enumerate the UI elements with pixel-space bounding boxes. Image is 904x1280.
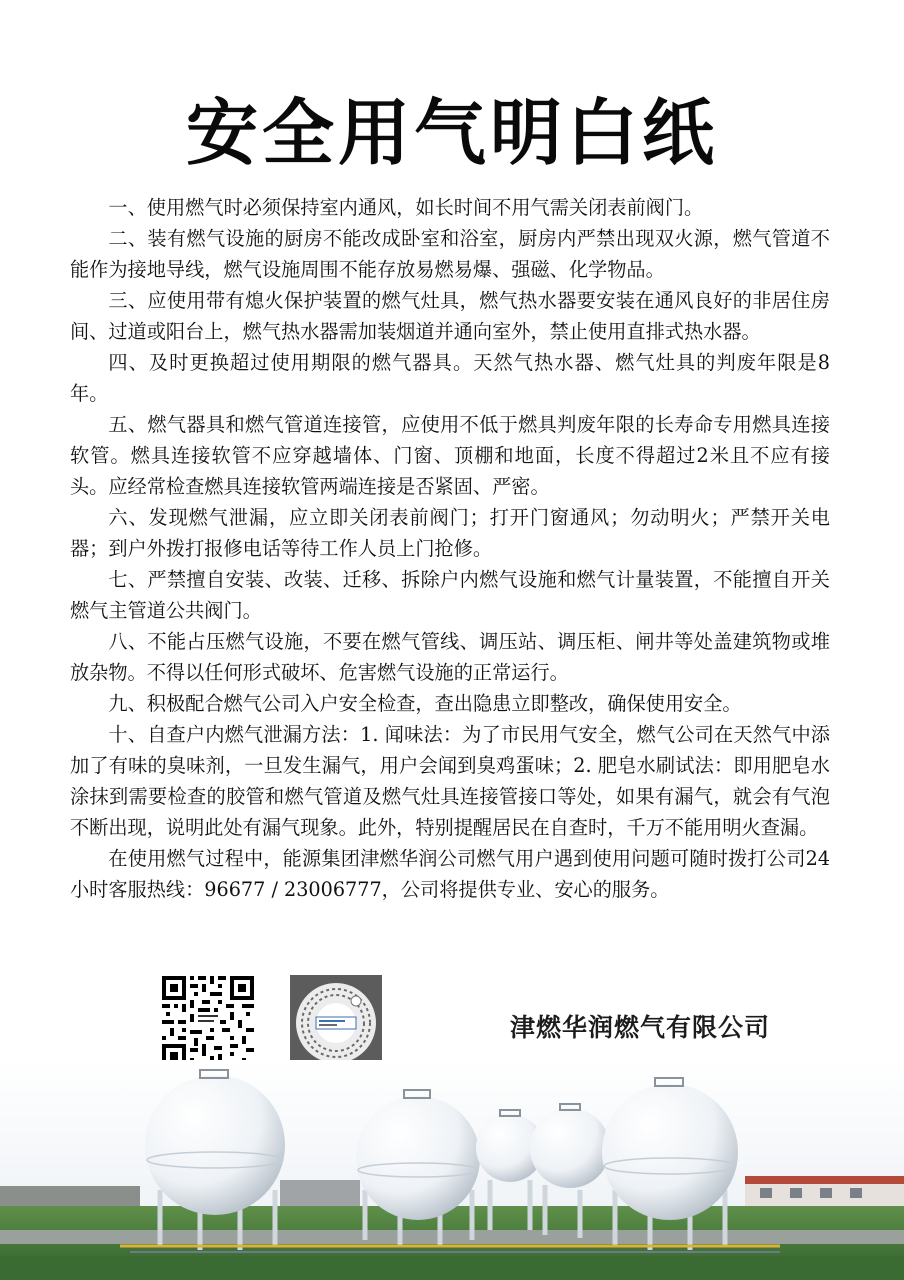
paragraph-1: 一、使用燃气时必须保持室内通风，如长时间不用气需关闭表前阀门。 bbox=[108, 196, 704, 219]
company-name: 津燃华润燃气有限公司 bbox=[510, 1013, 771, 1042]
paragraph-2: 二、装有燃气设施的厨房不能改成卧室和浴室，厨房内严禁出现双火源，燃气管道不能作为接地导线，燃气设施周围不能存放易燃易爆、强磁、化学物品。 bbox=[70, 227, 830, 281]
paragraph-10: 十、自查户内燃气泄漏方法：1. 闻味法：为了市民用气安全，燃气公司在天然气中添加了有味的臭味剂，一旦发生漏气，用户会闻到臭鸡蛋味；2. 肥皂水刷试法：即用肥皂水涂抹到需要检查的胶管和燃气管道及燃气灶具连接管接口等处，如果有漏气，就会有气泡不断出现，说明此处有漏气现象。此外，特别提醒居民在自查时，千万不能用明火查漏。 bbox=[70, 723, 830, 839]
paragraph-7: 七、严禁擅自安装、改装、迁移、拆除户内燃气设施和燃气计量装置，不能擅自开关燃气主管道公共阀门。 bbox=[70, 568, 830, 622]
paragraph-3: 三、应使用带有熄火保护装置的燃气灶具，燃气热水器要安装在通风良好的非居住房间、过道或阳台上，燃气热水器需加装烟道并通向室外，禁止使用直排式热水器。 bbox=[70, 289, 830, 343]
page-title: 安全用气明白纸 bbox=[185, 90, 718, 175]
gas-storage-spheres-photo bbox=[0, 1060, 904, 1280]
paragraph-9: 九、积极配合燃气公司入户安全检查，查出隐患立即整改，确保使用安全。 bbox=[108, 692, 742, 715]
mini-program-code-icon[interactable] bbox=[290, 975, 382, 1071]
service-paragraph: 在使用燃气过程中，能源集团津燃华润公司燃气用户遇到使用问题可随时拨打公司24小时客服热线：96677 / 23006777，公司将提供专业、安心的服务。 bbox=[70, 847, 830, 901]
paragraph-4: 四、及时更换超过使用期限的燃气器具。天然气热水器、燃气灶具的判废年限是8年。 bbox=[70, 351, 830, 405]
paragraph-8: 八、不能占压燃气设施，不要在燃气管线、调压站、调压柜、闸井等处盖建筑物或堆放杂物。不得以任何形式破坏、危害燃气设施的正常运行。 bbox=[70, 630, 830, 684]
paragraph-5: 五、燃气器具和燃气管道连接管，应使用不低于燃具判废年限的长寿命专用燃具连接软管。燃具连接软管不应穿越墙体、门窗、顶棚和地面，长度不得超过2米且不应有接头。应经常检查燃具连接软管两端连接是否紧固、严密。 bbox=[70, 413, 830, 498]
qr-code-icon[interactable] bbox=[160, 974, 256, 1070]
paragraph-6: 六、发现燃气泄漏，应立即关闭表前阀门；打开门窗通风；勿动明火；严禁开关电器；到户外拨打报修电话等待工作人员上门抢修。 bbox=[70, 506, 830, 560]
notice-body bbox=[70, 192, 830, 905]
